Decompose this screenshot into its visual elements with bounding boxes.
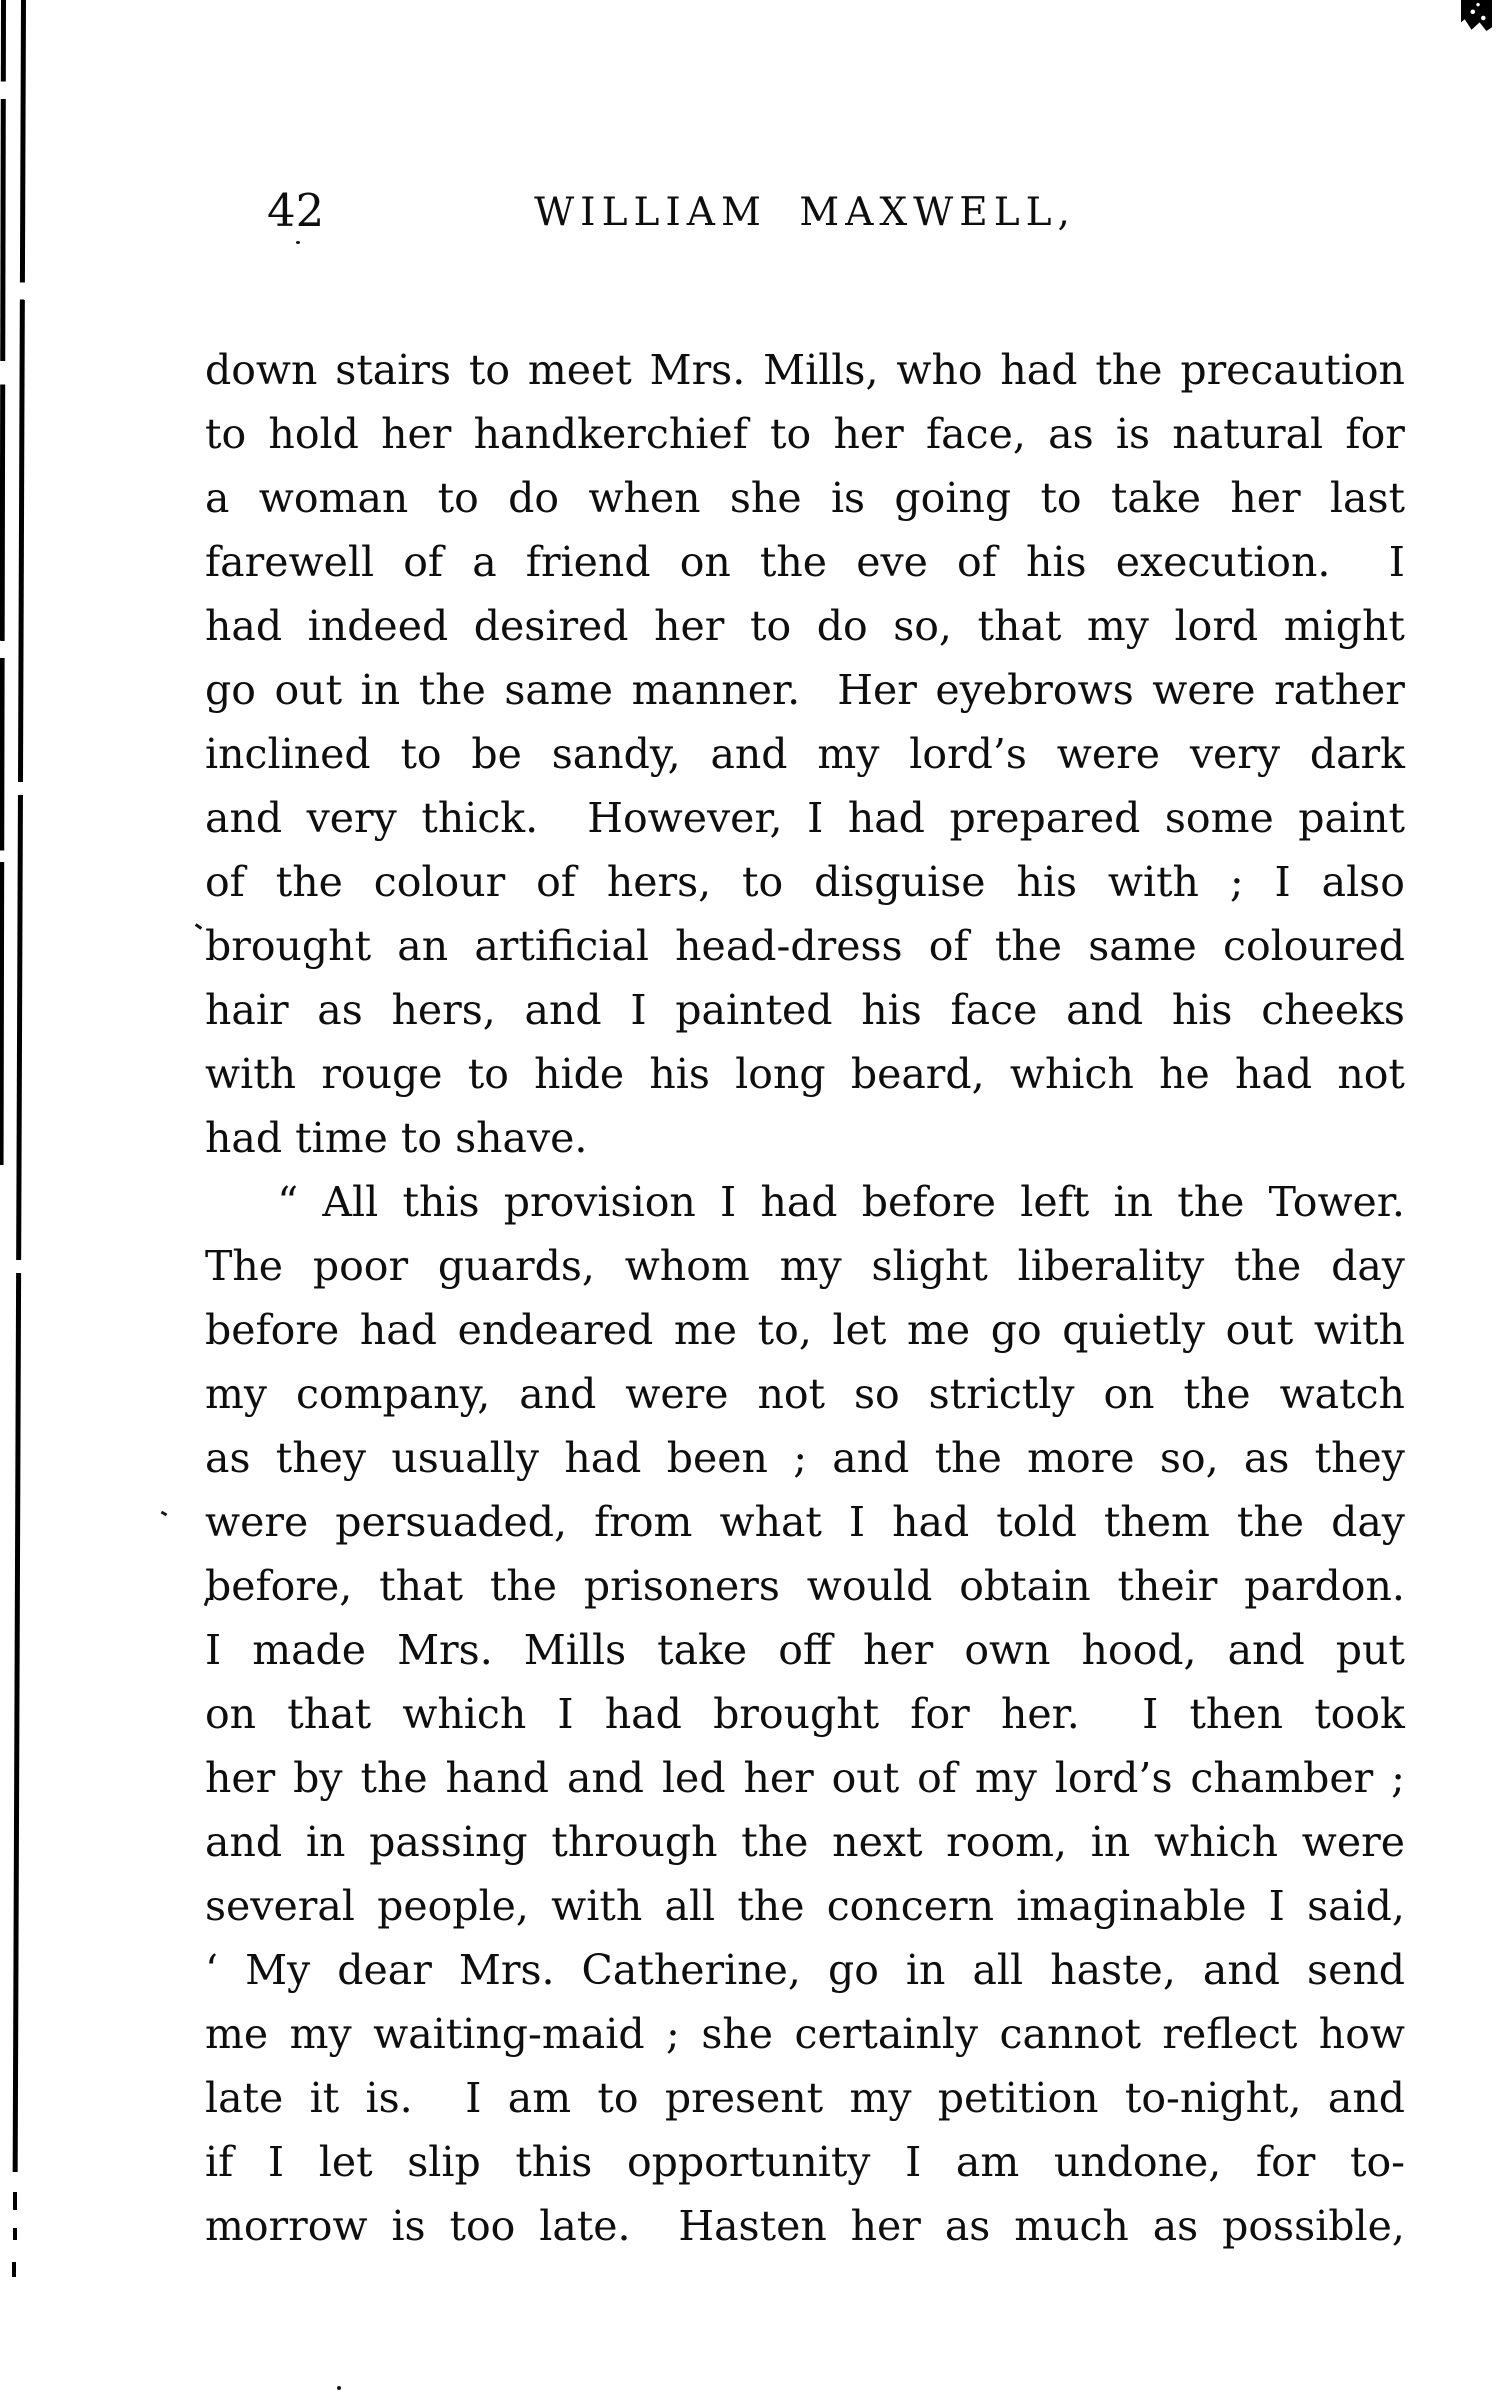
page-number: 42 xyxy=(267,184,325,237)
text-block xyxy=(205,338,1405,2258)
scan-gutter-line-outer xyxy=(0,0,6,1165)
text-line: brought an artificial head-dress of the same coloured xyxy=(205,922,1405,970)
text-line: “ All this provision I had before left in the Tower. xyxy=(277,1178,1405,1226)
text-line: with rouge to hide his long beard, which he had not xyxy=(205,1050,1405,1098)
text-line: go out in the same manner. Her eyebrows were rather xyxy=(205,666,1405,714)
text-line: I made Mrs. Mills take off her own hood, and put xyxy=(205,1626,1405,1674)
scan-speck xyxy=(195,923,202,929)
text-line: of the colour of hers, to disguise his with ; I also xyxy=(205,858,1405,906)
text-line: several people, with all the concern imaginable I said, xyxy=(205,1882,1405,1930)
running-title: WILLIAM MAXWELL, xyxy=(534,190,1076,235)
text-line: my company, and were not so strictly on the watch xyxy=(205,1370,1405,1418)
text-line: farewell of a friend on the eve of his execution. I xyxy=(205,538,1405,586)
text-line: inclined to be sandy, and my lord’s were very dark xyxy=(205,730,1405,778)
text-line: morrow is too late. Hasten her as much as possible, xyxy=(205,2202,1405,2250)
text-line: The poor guards, whom my slight liberality the day xyxy=(205,1242,1405,1290)
text-line: and very thick. However, I had prepared some paint xyxy=(205,794,1405,842)
text-line: on that which I had brought for her. I then took xyxy=(205,1690,1405,1738)
text-line: hair as hers, and I painted his face and his cheeks xyxy=(205,986,1405,1034)
text-line: if I let slip this opportunity I am undone, for to- xyxy=(205,2138,1405,2186)
text-line: had indeed desired her to do so, that my lord might xyxy=(205,602,1405,650)
text-line: her by the hand and led her out of my lord’s chamber ; xyxy=(205,1754,1405,1802)
text-line: had time to shave. xyxy=(205,1114,588,1162)
scan-corner-ink-blot xyxy=(1461,0,1492,31)
scan-gutter-dash xyxy=(13,2192,17,2210)
scan-speck xyxy=(161,1511,168,1517)
text-line: before, that the prisoners would obtain their pardon. xyxy=(205,1562,1405,1610)
scan-gutter-dash xyxy=(13,2228,17,2240)
text-line: and in passing through the next room, in which were xyxy=(205,1818,1405,1866)
page-header xyxy=(205,184,1405,237)
text-line: down stairs to meet Mrs. Mills, who had the precaution xyxy=(205,346,1405,394)
text-line: me my waiting-maid ; she certainly cannot reflect how xyxy=(205,2010,1405,2058)
text-line: a woman to do when she is going to take her last xyxy=(205,474,1405,522)
text-line: to hold her handkerchief to her face, as is natural for xyxy=(205,410,1405,458)
scan-speck xyxy=(296,241,300,244)
text-line: as they usually had been ; and the more so, as they xyxy=(205,1434,1405,1482)
text-line: late it is. I am to present my petition to-night, and xyxy=(205,2074,1405,2122)
scan-gutter-dash xyxy=(12,2262,16,2277)
text-line: before had endeared me to, let me go quietly out with xyxy=(205,1306,1405,1354)
scan-speck xyxy=(337,2386,341,2390)
text-line: were persuaded, from what I had told them the day xyxy=(205,1498,1405,1546)
scan-gutter-line-inner xyxy=(13,0,26,2172)
text-line: ‘ My dear Mrs. Catherine, go in all haste, and send xyxy=(205,1946,1405,1994)
